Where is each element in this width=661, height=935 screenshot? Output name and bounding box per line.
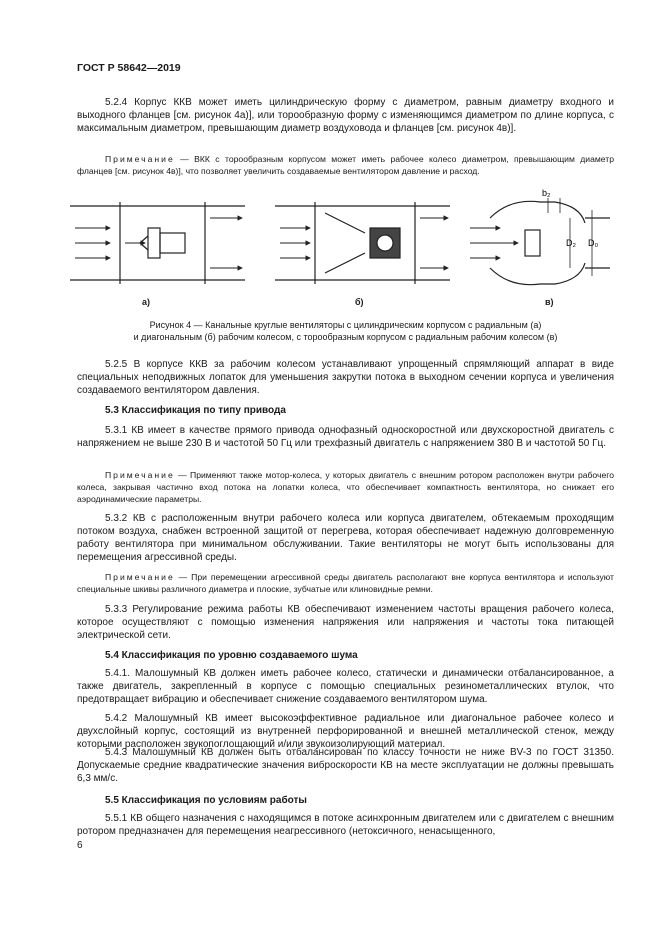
paragraph-5-3-1: 5.3.1 КВ имеет в качестве прямого привода однофазный односкоростной или двухскоростной двигатель с напряжением не выше 230 В и частотой 50 Гц или трехфазный двигатель с напряжением 380 В и частотой 50 Гц.	[77, 425, 614, 449]
note-3	[77, 571, 614, 595]
note-text: — При перемещении агрессивной среды двигатель располагают вне корпуса вентилятора и используют специальные шкивы различного диаметра и плоские, зубчатые или клиновидные ремни.	[77, 572, 614, 594]
note-2	[77, 469, 614, 505]
note-label: Примечание	[105, 154, 175, 164]
paragraph-5-3-3: 5.3.3 Регулирование режима работы КВ обеспечивают изменением частоты вращения рабочего колеса, которое осуществляют с помощью изменения напряжения или напряжения и частоты тока питающей электрической сети.	[77, 604, 614, 641]
dim-d0: D₀	[588, 238, 599, 248]
figure-label-c: в)	[545, 297, 554, 307]
dim-d2: D₂	[566, 238, 576, 248]
dim-b2: b₂	[542, 188, 551, 198]
paragraph-5-3-2: 5.3.2 КВ с расположенным внутри рабочего колеса или корпуса двигателем, обтекаемым проходящим потоком воздуха, снабжен встроенной защитой от перегрева, которая обеспечивает надежную долговременную работу вентилятора при минимальном обслуживании. Такие вентиляторы не могут быть использованы для перемещения агрессивной среды.	[77, 513, 614, 563]
note-text: — Применяют также мотор-колеса, у которых двигатель с внешним ротором расположен внутри рабочего колеса, закрывая частично вход потока на лопатки колеса, что обеспечивает компактность вентилятора, но снижает его аэродинамические параметры.	[77, 470, 614, 504]
section-5-5-heading: 5.5 Классификация по условиям работы	[105, 795, 307, 806]
figure-caption-line-2: и диагональным (б) рабочим колесом, с торообразным корпусом с радиальным рабочим колесом (в)	[133, 332, 558, 342]
paragraph-5-4-1: 5.4.1. Малошумный КВ должен иметь рабочее колесо, статически и динамически отбалансированное, а также двигатель, закрепленный в корпусе с помощью специальных резинометаллических втулок, что предотвращает вибрацию и обеспечивает снижение создаваемого вентилятором шума.	[77, 668, 614, 705]
section-5-4-heading: 5.4 Классификация по уровню создаваемого шума	[105, 650, 358, 661]
figure-label-a: а)	[142, 297, 151, 307]
figure-label-b: б)	[355, 297, 364, 307]
paragraph-5-2-4: 5.2.4 Корпус ККВ может иметь цилиндрическую форму с диаметром, равным диаметру входного и выходного фланцев [см. рисунок 4а)], или торообразную форму с изменяющимся диаметром по длине корпуса, с максимальным диаметром, превышающим диаметр воздуховода и фланцев [см. рисунок 4в)].	[77, 97, 614, 134]
figure-4a-cylindrical-radial	[70, 202, 245, 284]
paragraph-5-2-5: 5.2.5 В корпусе ККВ за рабочим колесом устанавливают упрощенный спрямляющий аппарат в виде специальных неподвижных лопаток для уменьшения закрутки потока в выходном сечении корпуса и увеличения создаваемого вентилятором давления.	[77, 359, 614, 396]
paragraph-5-4-2: 5.4.2 Малошумный КВ имеет высокоэффективное радиальное или диагональное рабочее колесо и двухслойный корпус, состоящий из внутренней перфорированной и внешней металлической стенок, между которыми расположен звукопоглощающий и/или звукоизолирующий материал.	[77, 713, 614, 750]
note-label: Примечание	[105, 572, 175, 582]
page-number: 6	[77, 840, 83, 851]
figure-4-drawing	[70, 188, 610, 313]
note-label: Примечание	[105, 470, 175, 480]
paragraph-5-4-3: 5.4.3 Малошумный КВ должен быть отбалансирован по классу точности не ниже BV-3 по ГОСТ 31350. Допускаемые средние квадратические значения виброскорости КВ на месте эксплуатации не должны превышать 6,3 мм/с.	[77, 747, 614, 784]
figure-caption-line-1: Рисунок 4 — Канальные круглые вентиляторы с цилиндрическим корпусом с радиальным (а)	[149, 320, 542, 330]
note-1	[77, 153, 614, 177]
paragraph-5-5-1: 5.5.1 КВ общего назначения с находящимся в потоке асинхронным двигателем или с двигателем с внешним ротором предназначен для перемещения неагрессивного (нетоксичного, ненасыщенного,	[77, 813, 614, 837]
section-5-3-heading: 5.3 Классификация по типу привода	[105, 405, 286, 416]
figure-4b-cylindrical-diagonal	[275, 202, 450, 284]
document-header: ГОСТ Р 58642—2019	[77, 62, 181, 74]
note-text: — ВКК с торообразным корпусом может иметь рабочее колесо диаметром, превышающим диаметр фланцев [см. рисунок 4в)], что позволяет увеличить создаваемые вентилятором давление и расход.	[77, 154, 614, 176]
